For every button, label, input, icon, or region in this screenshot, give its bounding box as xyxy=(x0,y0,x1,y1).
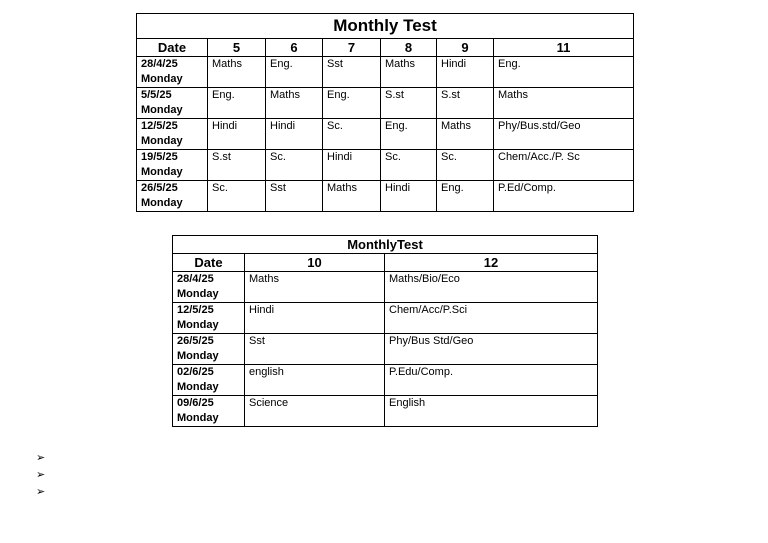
date-text: 02/6/25 xyxy=(177,366,214,378)
date-text: 26/5/25 xyxy=(141,182,178,194)
date-cell xyxy=(137,88,208,119)
date-cell xyxy=(173,272,245,303)
table-row xyxy=(137,88,634,119)
subject-cell: Eng. xyxy=(266,57,323,88)
subject-cell: Eng. xyxy=(381,119,437,150)
table-row xyxy=(173,365,598,396)
subject-cell: Eng. xyxy=(437,181,494,212)
subject-cell: english xyxy=(245,365,385,396)
arrow-bullet-icon: ➢ xyxy=(36,486,46,498)
day-text: Monday xyxy=(177,288,219,300)
date-text: 12/5/25 xyxy=(141,120,178,132)
date-text: 28/4/25 xyxy=(141,58,178,70)
subject-cell: Science xyxy=(245,396,385,427)
bullet-list xyxy=(36,450,45,501)
date-cell xyxy=(173,365,245,396)
column-header: 5 xyxy=(208,39,266,57)
subject-cell: Hindi xyxy=(245,303,385,334)
column-header: 12 xyxy=(385,254,598,272)
subject-cell: Sc. xyxy=(381,150,437,181)
subject-cell: Sc. xyxy=(266,150,323,181)
date-text: 5/5/25 xyxy=(141,89,172,101)
column-header: Date xyxy=(137,39,208,57)
column-header: 8 xyxy=(381,39,437,57)
subject-cell: Maths xyxy=(245,272,385,303)
day-text: Monday xyxy=(141,104,183,116)
table-title: MonthlyTest xyxy=(173,236,598,254)
day-text: Monday xyxy=(177,381,219,393)
date-text: 12/5/25 xyxy=(177,304,214,316)
subject-cell: P.Ed/Comp. xyxy=(494,181,634,212)
subject-cell: Hindi xyxy=(266,119,323,150)
subject-cell: Hindi xyxy=(381,181,437,212)
subject-cell: Maths xyxy=(437,119,494,150)
date-cell xyxy=(173,334,245,365)
column-header: Date xyxy=(173,254,245,272)
date-cell xyxy=(137,119,208,150)
day-text: Monday xyxy=(177,350,219,362)
subject-cell: Phy/Bus Std/Geo xyxy=(385,334,598,365)
subject-cell: English xyxy=(385,396,598,427)
column-header: 9 xyxy=(437,39,494,57)
subject-cell: Sc. xyxy=(323,119,381,150)
subject-cell: Sc. xyxy=(208,181,266,212)
table-title: Monthly Test xyxy=(137,14,634,39)
subject-cell: Maths xyxy=(494,88,634,119)
date-text: 26/5/25 xyxy=(177,335,214,347)
day-text: Monday xyxy=(177,412,219,424)
date-cell xyxy=(173,303,245,334)
subject-cell: S.st xyxy=(381,88,437,119)
arrow-bullet-icon: ➢ xyxy=(36,452,46,464)
subject-cell: Sst xyxy=(323,57,381,88)
subject-cell: Maths xyxy=(381,57,437,88)
subject-cell: Eng. xyxy=(323,88,381,119)
subject-cell: Hindi xyxy=(323,150,381,181)
column-header: 10 xyxy=(245,254,385,272)
subject-cell: Maths xyxy=(323,181,381,212)
column-header: 11 xyxy=(494,39,634,57)
table-row xyxy=(173,334,598,365)
table-row xyxy=(173,396,598,427)
day-text: Monday xyxy=(177,319,219,331)
date-cell xyxy=(137,150,208,181)
subject-cell: S.st xyxy=(437,88,494,119)
table-row xyxy=(137,150,634,181)
day-text: Monday xyxy=(141,73,183,85)
table-row xyxy=(173,272,598,303)
arrow-bullet-icon: ➢ xyxy=(36,469,46,481)
subject-cell: Maths/Bio/Eco xyxy=(385,272,598,303)
day-text: Monday xyxy=(141,166,183,178)
date-cell xyxy=(137,57,208,88)
day-text: Monday xyxy=(141,197,183,209)
subject-cell: Sst xyxy=(245,334,385,365)
table-row xyxy=(137,119,634,150)
monthly-test-table-1 xyxy=(136,13,634,212)
subject-cell: Maths xyxy=(208,57,266,88)
subject-cell: Sc. xyxy=(437,150,494,181)
subject-cell: Chem/Acc/P.Sci xyxy=(385,303,598,334)
subject-cell: Sst xyxy=(266,181,323,212)
subject-cell: P.Edu/Comp. xyxy=(385,365,598,396)
column-header: 6 xyxy=(266,39,323,57)
date-text: 28/4/25 xyxy=(177,273,214,285)
date-cell xyxy=(137,181,208,212)
subject-cell: Phy/Bus.std/Geo xyxy=(494,119,634,150)
day-text: Monday xyxy=(141,135,183,147)
table-row xyxy=(137,57,634,88)
monthly-test-table-2 xyxy=(172,235,598,427)
subject-cell: Hindi xyxy=(437,57,494,88)
date-text: 19/5/25 xyxy=(141,151,178,163)
column-header: 7 xyxy=(323,39,381,57)
table-row xyxy=(173,303,598,334)
date-cell xyxy=(173,396,245,427)
subject-cell: S.st xyxy=(208,150,266,181)
table-row xyxy=(137,181,634,212)
subject-cell: Eng. xyxy=(494,57,634,88)
subject-cell: Eng. xyxy=(208,88,266,119)
subject-cell: Chem/Acc./P. Sc xyxy=(494,150,634,181)
subject-cell: Maths xyxy=(266,88,323,119)
date-text: 09/6/25 xyxy=(177,397,214,409)
subject-cell: Hindi xyxy=(208,119,266,150)
